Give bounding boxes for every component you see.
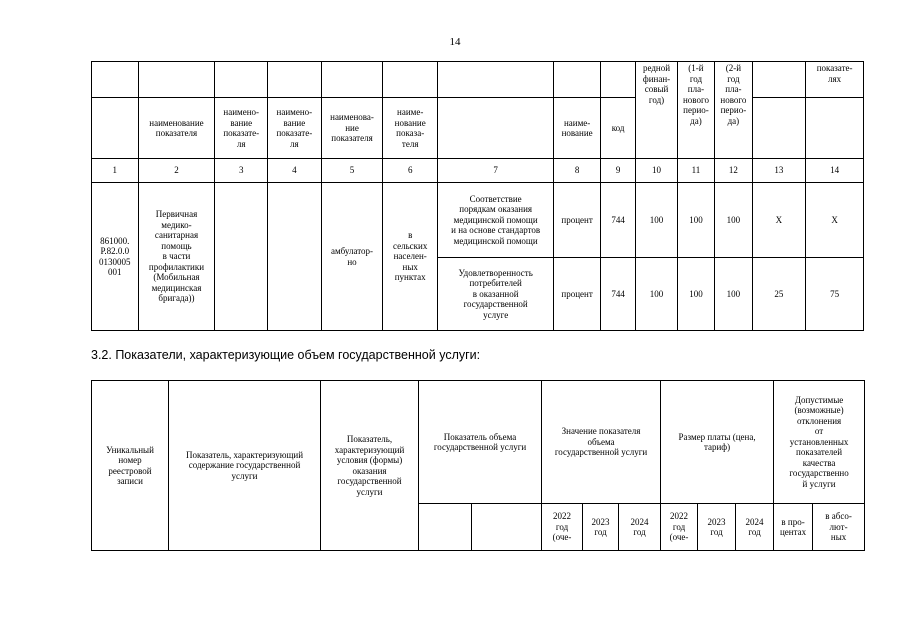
indicator-name: Соответствие порядкам оказания медицинской помощи и на основе стандартов медицинской помощи: [438, 183, 554, 258]
table-cell: [321, 62, 383, 98]
header-cell: код: [600, 98, 635, 159]
column-number: 9: [600, 159, 635, 183]
indicator-unit: процент: [554, 258, 601, 331]
indicator-value: 100: [636, 183, 677, 258]
header-cell: наиме- нование показа- теля: [383, 98, 438, 159]
column-number: 1: [92, 159, 139, 183]
column-number: 4: [268, 159, 322, 183]
table-cell: [419, 504, 472, 551]
column-number: 13: [752, 159, 806, 183]
table-cell: [383, 62, 438, 98]
table-cell: [268, 183, 322, 331]
year-header: 2023 год: [698, 504, 736, 551]
column-number: 3: [215, 159, 268, 183]
table-cell: [806, 98, 864, 159]
deviation-absolute: 75: [806, 258, 864, 331]
column-number: 2: [138, 159, 215, 183]
header-cell: наимено- вание показате- ля: [215, 98, 268, 159]
indicator-value: 100: [715, 183, 752, 258]
deviation-percent: X: [752, 183, 806, 258]
header-cell: (2-й год пла- нового перио- да): [715, 62, 752, 159]
column-number: 8: [554, 159, 601, 183]
header-cell: Размер платы (цена, тариф): [661, 381, 774, 504]
header-cell: Допустимые (возможные) отклонения от установленных показателей качества государственно й услуги: [774, 381, 865, 504]
header-cell: наименование показателя: [138, 98, 215, 159]
column-number: 14: [806, 159, 864, 183]
header-cell: показате- лях: [806, 62, 864, 98]
page-number: 14: [449, 36, 461, 48]
table-cell: [92, 62, 139, 98]
service-place: в сельских населен- ных пунктах: [383, 183, 438, 331]
indicator-unit: процент: [554, 183, 601, 258]
table-cell: [138, 62, 215, 98]
year-header: 2023 год: [583, 504, 619, 551]
indicator-value: 100: [677, 183, 714, 258]
quality-indicators-table: [91, 61, 864, 331]
table-row: [92, 381, 865, 504]
deviation-percent: 25: [752, 258, 806, 331]
indicator-name: Удовлетворенность потребителей в оказанной государственной услуге: [438, 258, 554, 331]
deviation-percent-header: в про- центах: [774, 504, 813, 551]
header-cell: (1-й год пла- нового перио- да): [677, 62, 714, 159]
column-numbers-row: [92, 159, 864, 183]
year-header: 2022 год (оче-: [661, 504, 698, 551]
header-cell: наимено- вание показате- ля: [268, 98, 322, 159]
deviation-absolute: X: [806, 183, 864, 258]
header-cell: Значение показателя объема государственной услуги: [542, 381, 661, 504]
deviation-absolute-header: в абсо- лют- ных: [813, 504, 865, 551]
table-cell: [472, 504, 542, 551]
indicator-code: 744: [600, 258, 635, 331]
indicator-code: 744: [600, 183, 635, 258]
table-row: [92, 62, 864, 98]
table-cell: [215, 62, 268, 98]
header-cell: Показатель объема государственной услуги: [419, 381, 542, 504]
column-number: 7: [438, 159, 554, 183]
service-condition: амбулатор- но: [321, 183, 383, 331]
table-row: [92, 183, 864, 258]
header-cell: Уникальный номер реестровой записи: [92, 381, 169, 551]
table-cell: [752, 98, 806, 159]
table-cell: [268, 62, 322, 98]
year-header: 2024 год: [619, 504, 661, 551]
section-title: 3.2. Показатели, характеризующие объем государственной услуги:: [91, 348, 481, 362]
header-cell: Показатель, характеризующий содержание государственной услуги: [169, 381, 321, 551]
column-number: 5: [321, 159, 383, 183]
column-number: 6: [383, 159, 438, 183]
table-cell: [554, 62, 601, 98]
column-number: 11: [677, 159, 714, 183]
table-cell: [92, 98, 139, 159]
volume-indicators-table: [91, 380, 865, 551]
indicator-value: 100: [636, 258, 677, 331]
indicator-value: 100: [715, 258, 752, 331]
header-cell: редной финан- совый год): [636, 62, 677, 159]
table-cell: [215, 183, 268, 331]
table-cell: [438, 98, 554, 159]
header-cell: наиме- нование: [554, 98, 601, 159]
registry-number: 861000. Р.82.0.0 0130005 001: [92, 183, 139, 331]
header-cell: Показатель, характеризующий условия (формы) оказания государственной услуги: [321, 381, 419, 551]
service-content: Первичная медико- санитарная помощь в части профилактики (Мобильная медицинская бригада)): [138, 183, 215, 331]
table-cell: [752, 62, 806, 98]
year-header: 2024 год: [736, 504, 774, 551]
column-number: 12: [715, 159, 752, 183]
table-cell: [438, 62, 554, 98]
table-cell: [600, 62, 635, 98]
column-number: 10: [636, 159, 677, 183]
indicator-value: 100: [677, 258, 714, 331]
year-header: 2022 год (оче-: [542, 504, 583, 551]
header-cell: наименова- ние показателя: [321, 98, 383, 159]
